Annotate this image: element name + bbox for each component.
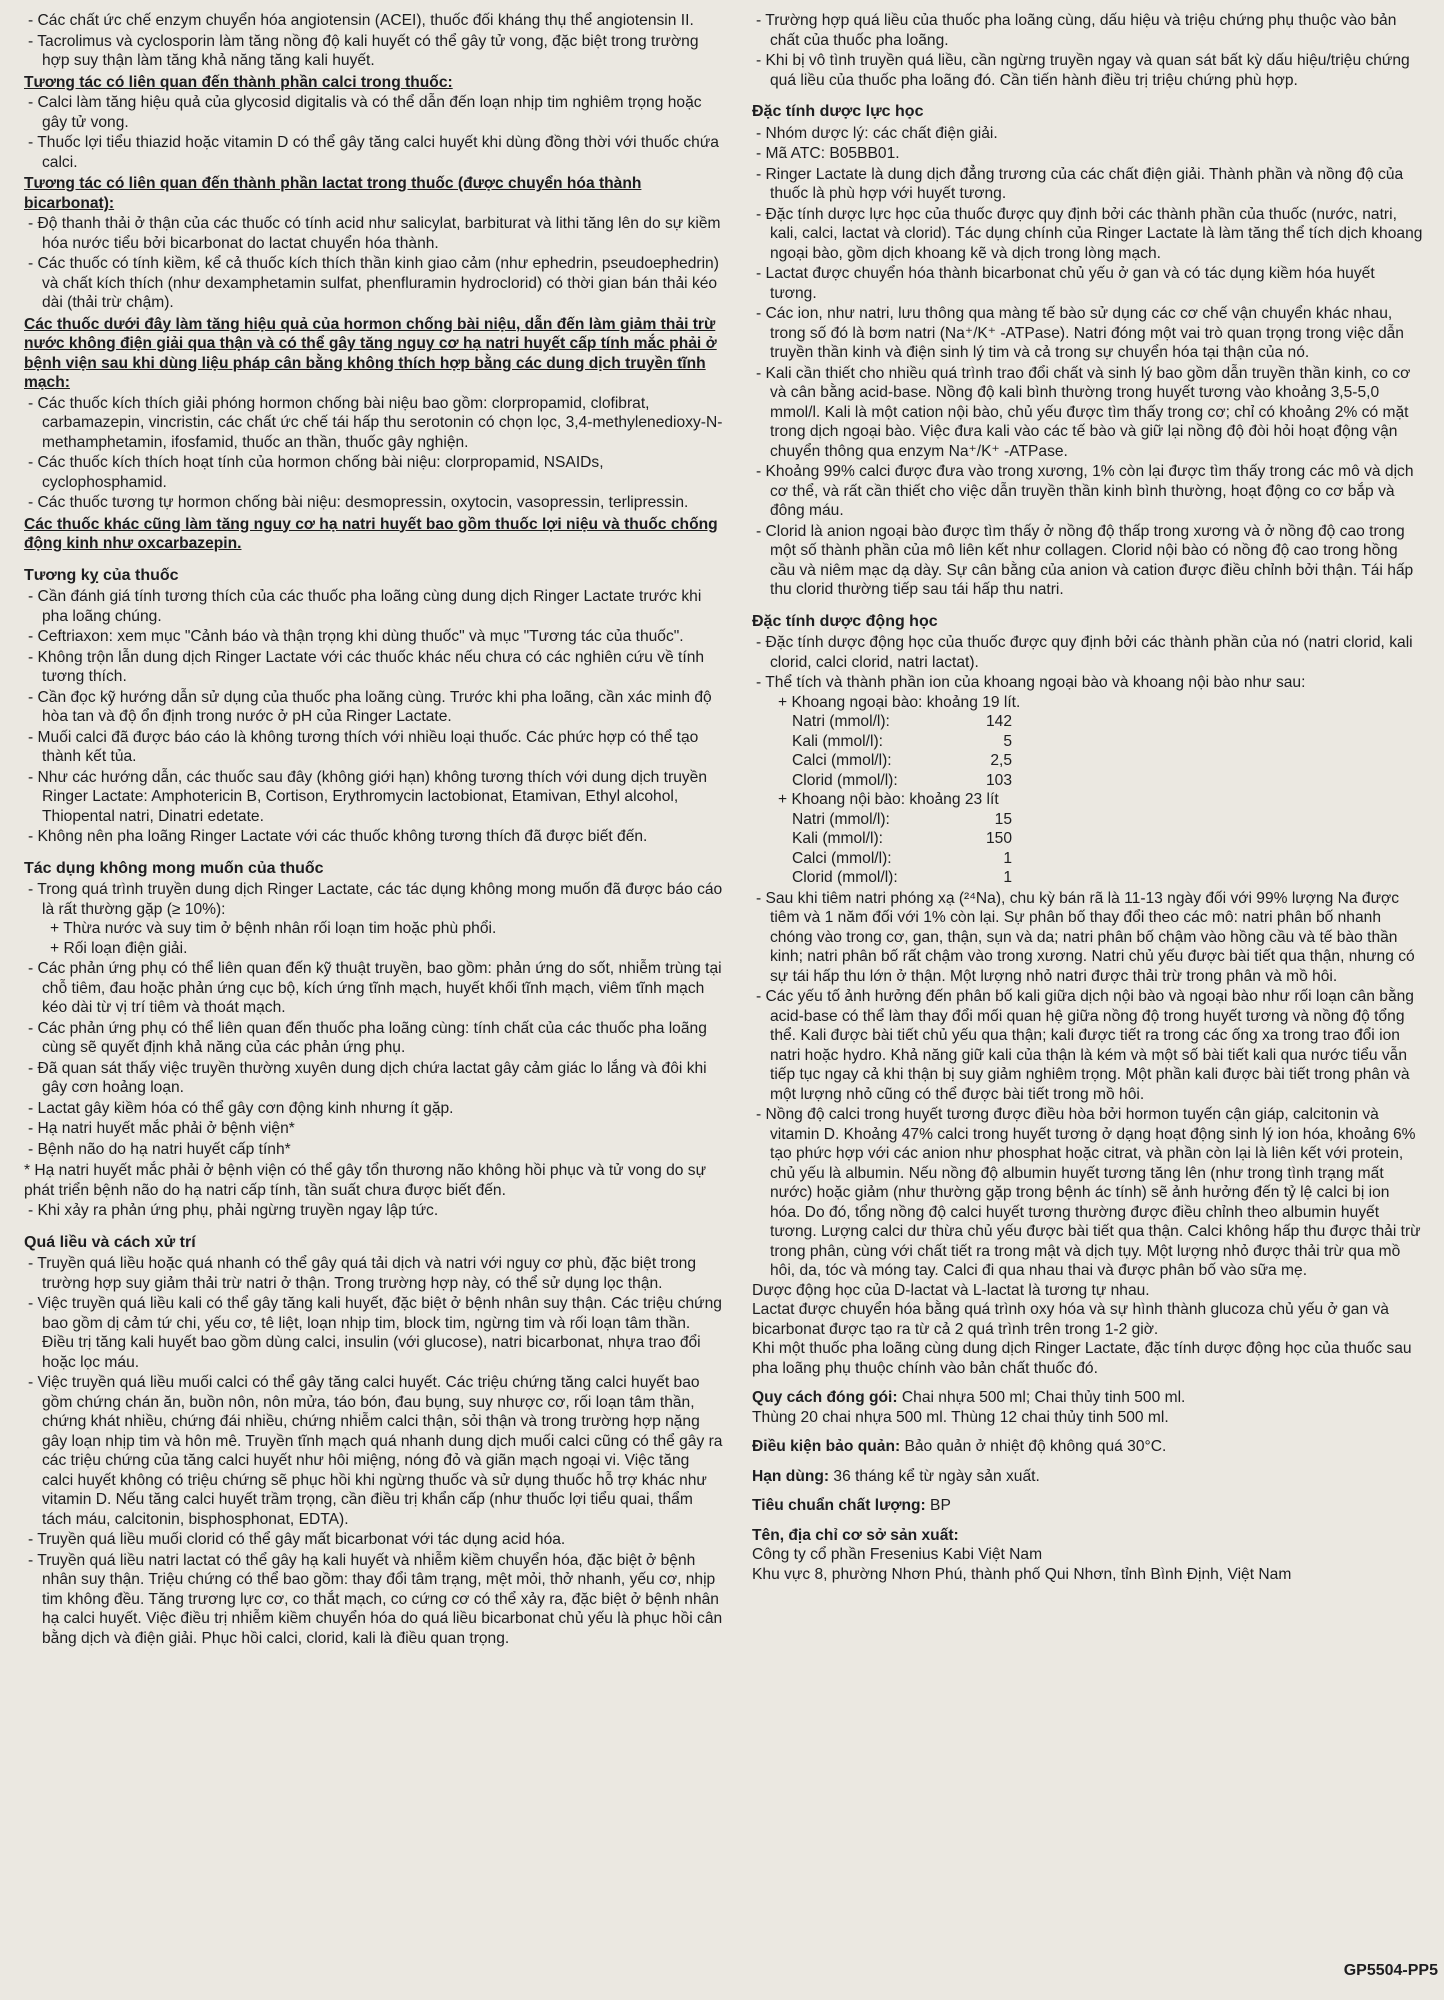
ion-row [752,712,1424,732]
list-item: - Khi bị vô tình truyền quá liều, cần ngừng truyền ngay và quan sát bất kỳ dấu hiệu/triệu chứng quá liều của thuốc pha loãng đó. Cần tiến hành điều trị triệu chứng phù hợp. [752,51,1424,90]
ion-value: 2,5 [990,752,1012,769]
list-item: - Lactat được chuyển hóa thành bicarbonat chủ yếu ở gan và có tác dụng kiềm hóa huyết tương. [752,264,1424,303]
extracellular-table [752,712,1424,790]
list-item: - Đã quan sát thấy việc truyền thường xuyên dung dịch chứa lactat gây cảm giác lo lắng và đôi khi gây cơn hoảng loạn. [24,1059,724,1098]
overdose-title: Quá liều và cách xử trí [24,1233,196,1251]
packaging-label: Quy cách đóng gói: [752,1389,898,1406]
list-item: - Cần đọc kỹ hướng dẫn sử dụng của thuốc pha loãng cùng. Trước khi pha loãng, cần xác minh độ hòa tan và độ ổn định trong nước ở pH của Ringer Lactate. [24,688,724,727]
pd-title: Đặc tính dược lực học [752,103,924,120]
calci-interaction-list [24,93,724,172]
list-item: - Muối calci đã được báo cáo là không tương thích với nhiều loại thuốc. Các phức hợp có thể tạo thành kết tủa. [24,728,724,767]
list-item: - Truyền quá liều natri lactat có thể gây hạ kali huyết và nhiễm kiềm chuyển hóa, đặc biệt ở bệnh nhân suy thận. Triệu chứng có thể bao gồm: thay đổi tâm trạng, mệt mỏi, thở nhanh, yếu cơ, nhịp tim không đều. Tăng trương lực cơ, co thắt mạch, co cứng cơ có thể xảy ra, đặc biệt ở bệnh nhân hạ calci huyết. Việc điều trị nhiễm kiềm chuyển hóa do quá liều bicarbonat chủ yếu là phục hồi cân bằng dịch và điện giải. Phục hồi calci, clorid, kali là điều quan trọng. [24,1551,724,1649]
interaction-intro-list [24,11,724,71]
list-item: + Thừa nước và suy tim ở bệnh nhân rối loạn tim hoặc phù phổi. [50,920,497,937]
list-item: - Các phản ứng phụ có thể liên quan đến thuốc pha loãng cùng: tính chất của các thuốc pha loãng cùng sẽ quyết định khả năng của các phản ứng phụ. [24,1019,724,1058]
extracellular-heading: + Khoang ngoại bào: khoảng 19 lít. [778,693,1021,711]
ion-row [752,868,1424,888]
storage-label: Điều kiện bảo quản: [752,1438,901,1455]
adverse-list [24,959,724,1159]
ion-value: 142 [985,713,1012,730]
list-item: - Tacrolimus và cyclosporin làm tăng nồng độ kali huyết có thể gây tử vong, đặc biệt trong trường hợp suy thận làm tăng khả năng tăng kali huyết. [24,32,724,71]
list-item: - Các thuốc tương tự hormon chống bài niệu: desmopressin, oxytocin, vasopressin, terlipressin. [24,493,724,513]
storage-line [752,1437,1424,1457]
list-item: - Độ thanh thải ở thận của các thuốc có tính acid như salicylat, barbiturat và lithi tăng lên do sự kiềm hóa nước tiểu bởi bicarbonat do lactat chuyển hóa thành. [24,214,724,253]
ion-label: Calci (mmol/l): [792,849,892,867]
ion-label: Natri (mmol/l): [792,713,890,730]
list-item: - Các thuốc kích thích hoạt tính của hormon chống bài niệu: clorpropamid, NSAIDs, cyclophosphamid. [24,453,724,492]
storage-text: Bảo quản ở nhiệt độ không quá 30°C. [900,1438,1167,1455]
list-item: - Các phản ứng phụ có thể liên quan đến kỹ thuật truyền, bao gồm: phản ứng do sốt, nhiễm trùng tại chỗ tiêm, đau hoặc phản ứng cục bộ, kích ứng tĩnh mạch, huyết khối tĩnh mạch, viêm tĩnh mạch kéo dài từ vị trí tiêm và thoát mạch. [24,959,724,1018]
quality-text: BP [925,1497,951,1514]
list-item: - Sau khi tiêm natri phóng xạ (²⁴Na), chu kỳ bán rã là 11-13 ngày đối với 99% lượng Na được tiêm và 1 năm đối với 1% còn lại. Sự phân bố thay đổi theo các mô: natri phân bố nhanh chóng vào trong cơ, gan, thận, sụn và da; natri phân bố chậm vào hồng cầu và tế bào thần kinh; natri phân bố rất chậm vào trong xương. Natri chủ yếu được bài tiết qua thận, nhưng có sự tái hấp thu lớn ở thận. Một lượng nhỏ natri được thải trừ trong phân và mồ hôi. [752,889,1424,987]
list-item: - Calci làm tăng hiệu quả của glycosid digitalis và có thể dẫn đến loạn nhịp tim nghiêm trọng hoặc gây tử vong. [24,93,724,132]
list-item: - Truyền quá liều muối clorid có thể gây mất bicarbonat với tác dụng acid hóa. [24,1530,724,1550]
list-item: - Việc truyền quá liều kali có thể gây tăng kali huyết, đặc biệt ở bệnh nhân suy thận. Các triệu chứng bao gồm dị cảm tứ chi, yếu cơ, tê liệt, loạn nhịp tim, block tim, ngừng tim và rối loạn tâm thần. Điều trị tăng kali huyết bao gồm dùng calci, insulin (với glucose), natri bicarbonat, nhựa trao đổi hoặc lọc máu. [24,1294,724,1372]
list-item: - Không nên pha loãng Ringer Lactate với các thuốc không tương thích đã được biết đến. [24,827,724,847]
adverse-footnote: * Hạ natri huyết mắc phải ở bệnh viện có thể gây tổn thương não không hồi phục và tử vong do sự phát triển bệnh não do hạ natri cấp tính, tần suất chưa được biết đến. [24,1162,707,1199]
packaging-text: Chai nhựa 500 ml; Chai thủy tinh 500 ml. [897,1389,1186,1406]
document-code: GP5504-PP5 [1343,1962,1438,1979]
list-item: - Kali cần thiết cho nhiều quá trình trao đổi chất và sinh lý bao gồm dẫn truyền thần kinh, co cơ và cân bằng acid-base. Nồng độ kali bình thường trong huyết tương vào khoảng 3,5-5,0 mmol/l. Kali là một cation nội bào, chủ yếu được tìm thấy trong cơ; chỉ có khoảng 2% có mặt trong dịch ngoại bào. Việc đưa kali vào các tế bào và giữ lại nồng độ đòi hỏi hoạt động vận chuyển thông qua enzym Na⁺/K⁺ -ATPase. [752,364,1424,462]
list-item: - Các ion, như natri, lưu thông qua màng tế bào sử dụng các cơ chế vận chuyển khác nhau, trong số đó là bơm natri (Na⁺/K⁺ -ATPase). Natri đóng một vai trò quan trọng trong việc dẫn truyền thần kinh và điện sinh lý tim và cả trong sự chuyển hóa tại thận của nó. [752,304,1424,363]
intracellular-heading: + Khoang nội bào: khoảng 23 lít [778,791,999,808]
adverse-sub-list [24,919,724,958]
list-item: - Thuốc lợi tiểu thiazid hoặc vitamin D có thể gây tăng calci huyết khi dùng đồng thời với thuốc chứa calci. [24,133,724,172]
list-item: - Trường hợp quá liều của thuốc pha loãng cùng, dấu hiệu và triệu chứng phụ thuộc vào bản chất của thuốc pha loãng. [752,11,1424,50]
other-interaction-heading: Các thuốc khác cũng làm tăng nguy cơ hạ natri huyết bao gồm thuốc lợi niệu và thuốc chống động kinh như oxcarbazepin. [24,515,718,552]
list-item: - Truyền quá liều hoặc quá nhanh có thể gây quá tải dịch và natri với nguy cơ phù, đặc biệt trong trường hợp suy giảm thải trừ natri ở thận. Trong trường hợp này, có thể sử dụng lọc thận. [24,1254,724,1293]
manufacturer-address: Khu vực 8, phường Nhơn Phú, thành phố Qui Nhơn, tỉnh Bình Định, Việt Nam [752,1565,1292,1583]
list-item: - Việc truyền quá liều muối calci có thể gây tăng calci huyết. Các triệu chứng tăng calci huyết bao gồm chứng chán ăn, buồn nôn, nôn mửa, táo bón, đau bụng, suy nhược cơ, rối loạn tâm thần, chứng khát nhiều, chứng đái nhiều, chứng nhiễm calci thận, sỏi thận và trong trường hợp nặng gây loạn nhịp tim và hôn mê. Truyền tĩnh mạch quá nhanh dung dịch muối calci cũng có thể gây ra các triệu chứng của tăng calci huyết như hôi miệng, nóng đỏ và giãn mạch ngoại vi. Việc tăng calci huyết không có triệu chứng sẽ phục hồi khi ngừng thuốc và sử dụng thuốc hỗ trợ khác như vitamin D. Nếu tăng calci huyết trầm trọng, cần điều trị khẩn cấp (như thuốc lợi tiểu quai, thẩm tách máu, calcitonin, bisphosphonat, EDTA). [24,1373,724,1529]
ion-label: Calci (mmol/l): [792,752,892,769]
list-item: - Ringer Lactate là dung dịch đẳng trương của các chất điện giải. Thành phần và nồng độ của thuốc là phù hợp với huyết tương. [752,165,1424,204]
left-column [24,10,724,1648]
compat-list [24,587,724,847]
list-item: - Cần đánh giá tính tương thích của các thuốc pha loãng cùng dung dịch Ringer Lactate trước khi pha loãng chúng. [24,587,724,626]
expiry-text: 36 tháng kể từ ngày sản xuất. [829,1467,1040,1485]
ion-row [752,849,1424,869]
lactat-interaction-heading: Tương tác có liên quan đến thành phần lactat trong thuốc (được chuyển hóa thành bicarbonat): [24,175,642,212]
ion-label: Kali (mmol/l): [792,830,883,847]
list-item: Khi một thuốc pha loãng cùng dung dịch Ringer Lactate, đặc tính dược động học của thuốc sau pha loãng phụ thuộc chính vào bản chất thuốc đó. [752,1340,1412,1377]
manufacturer-label: Tên, địa chỉ cơ sở sản xuất: [752,1526,959,1544]
packaging-line [752,1388,1424,1408]
ion-label: Natri (mmol/l): [792,810,890,828]
ion-value: 15 [994,810,1012,828]
pd-list [752,124,1424,600]
ion-row [752,810,1424,830]
quality-line [752,1496,1424,1516]
list-item: + Rối loạn điện giải. [50,939,188,957]
pk-list [752,889,1424,1281]
right-column [752,10,1424,1584]
list-item: - Các thuốc có tính kiềm, kể cả thuốc kích thích thần kinh giao cảm (như ephedrin, pseudoephedrin) và chất kích thích (như dexamphetamin sulfat, phenfluramin hydroclorid) có thời gian bán thải kéo dài (thải trừ chậm). [24,254,724,313]
ion-label: Clorid (mmol/l): [792,869,898,886]
list-item: Dược động học của D-lactat và L-lactat là tương tự nhau. [752,1281,1150,1299]
ion-value: 5 [1003,732,1012,750]
adh-interaction-heading: Các thuốc dưới đây làm tăng hiệu quả của hormon chống bài niệu, dẫn đến làm giảm thải trừ nước không điện giải qua thận và có thể gây tăng nguy cơ hạ natri huyết cấp tính mắc phải ở bệnh viện sau khi dùng liệu pháp cân bằng không thích hợp bằng các dung dịch truyền tĩnh mạch: [24,315,717,391]
pk-item-1: - Đặc tính dược động học của thuốc được quy định bởi các thành phần của nó (natri clorid, kali clorid, calci clorid, natri lactat). [752,633,1424,672]
adverse-title: Tác dụng không mong muốn của thuốc [24,859,324,877]
list-item: - Nồng độ calci trong huyết tương được điều hòa bởi hormon tuyến cận giáp, calcitonin và vitamin D. Khoảng 47% calci trong huyết tương ở dạng hoạt động sinh lý ion hóa, khoảng 6% tạo phức hợp với các anion như phosphat hoặc citrat, và phần còn lại là liên kết với protein, chủ yếu là albumin. Nếu nồng độ albumin huyết tương tăng lên (như trong tình trạng mất nước) hoặc giảm (như thường gặp trong bệnh ác tính) sẽ ảnh hưởng đến tỷ lệ calci bị ion hóa. Do đó, tổng nồng độ calci huyết tương thường được điều chỉnh theo albumin huyết tương. Lượng calci dư thừa chủ yếu được bài tiết qua thận. Calci không hấp thu được thải trừ trong phân, cùng với chất tiết ra trong mật và dịch tụy. Một lượng nhỏ được thải trừ qua mồ hôi, da, tóc và móng tay. Calci đi qua nhau thai và được phân bố vào sữa mẹ. [752,1105,1424,1281]
list-item: - Bệnh não do hạ natri huyết cấp tính* [24,1140,724,1160]
list-item: - Mã ATC: B05BB01. [752,144,1424,164]
ion-row [752,732,1424,752]
pk-item-2: - Thể tích và thành phần ion của khoang ngoại bào và khoang nội bào như sau: [752,673,1424,693]
calci-interaction-heading: Tương tác có liên quan đến thành phần calci trong thuốc: [24,73,453,91]
packaging-line-2: Thùng 20 chai nhựa 500 ml. Thùng 12 chai thủy tinh 500 ml. [752,1408,1169,1426]
ion-value: 1 [1003,849,1012,867]
list-item: - Không trộn lẫn dung dịch Ringer Lactate với các thuốc khác nếu chưa có các nghiên cứu về tính tương thích. [24,648,724,687]
list-item: - Nhóm dược lý: các chất điện giải. [752,124,1424,144]
ion-row [752,771,1424,791]
list-item: Lactat được chuyển hóa bằng quá trình oxy hóa và sự hình thành glucoza chủ yếu ở gan và bicarbonat được tạo ra từ cả 2 quá trình trên trong 1-2 giờ. [752,1301,1389,1338]
list-item: - Lactat gây kiềm hóa có thể gây cơn động kinh nhưng ít gặp. [24,1099,724,1119]
list-item: - Các thuốc kích thích giải phóng hormon chống bài niệu bao gồm: clorpropamid, clofibrat, carbamazepin, vincristin, các chất ức chế tái hấp thu serotonin có chọn lọc, 3,4-methylenedioxy-N-methamphetamin, ifosfamid, thuốc an thần, thuốc gây nghiện. [24,394,724,453]
quality-label: Tiêu chuẩn chất lượng: [752,1497,926,1514]
lactat-interaction-list [24,214,724,313]
ion-value: 1 [1003,869,1012,886]
pk-paragraphs [752,1281,1424,1379]
list-item: - Hạ natri huyết mắc phải ở bệnh viện* [24,1119,724,1139]
expiry-line [752,1467,1424,1487]
overdose-list [24,1254,724,1648]
intracellular-table [752,810,1424,888]
adh-interaction-list [24,394,724,513]
pk-title: Đặc tính dược động học [752,612,938,630]
overdose-cont-list [752,11,1424,90]
ion-value: 103 [985,771,1012,789]
adverse-item-intro: - Trong quá trình truyền dung dịch Ringer Lactate, các tác dụng không mong muốn đã được báo cáo là rất thường gặp (≥ 10%): [24,880,724,919]
ion-row [752,829,1424,849]
adverse-last-item: - Khi xảy ra phản ứng phụ, phải ngừng truyền ngay lập tức. [24,1201,724,1221]
list-item: - Clorid là anion ngoại bào được tìm thấy ở nồng độ thấp trong xương và ở nồng độ cao trong một số thành phần của mô liên kết như collagen. Clorid nội bào có nồng độ cao trong hồng cầu và niêm mạc dạ dày. Sự cân bằng của anion và cation được điều chỉnh bởi thận. Tái hấp thu clorid thường tiếp sau tái hấp thu natri. [752,522,1424,600]
ion-label: Clorid (mmol/l): [792,771,898,789]
manufacturer-name: Công ty cổ phần Fresenius Kabi Việt Nam [752,1546,1043,1563]
ion-label: Kali (mmol/l): [792,732,883,750]
expiry-label: Hạn dùng: [752,1467,830,1485]
ion-row [752,751,1424,771]
list-item: - Như các hướng dẫn, các thuốc sau đây (không giới hạn) không tương thích với dung dịch truyền Ringer Lactate: Amphotericin B, Cortison, Erythromycin lactobionat, Etamivan, Ethyl alcohol, Thiopental natri, Dinatri edetate. [24,768,724,827]
list-item: - Ceftriaxon: xem mục "Cảnh báo và thận trọng khi dùng thuốc" và mục "Tương tác của thuốc". [24,627,724,647]
list-item: - Đặc tính dược lực học của thuốc được quy định bởi các thành phần của thuốc (nước, natri, kali, calci, lactat và clorid). Tác dụng chính của Ringer Lactate là làm tăng thể tích dịch khoang ngoại bào, gồm dịch khoang kẽ và dịch trong lòng mạch. [752,205,1424,264]
compat-title: Tương kỵ của thuốc [24,566,179,584]
list-item: - Các yếu tố ảnh hưởng đến phân bố kali giữa dịch nội bào và ngoại bào như rối loạn cân bằng acid-base có thể làm thay đổi mối quan hệ giữa nồng độ trong huyết tương và nồng độ tổng thể. Kali được bài tiết chủ yếu qua thận; kali được tiết ra trong các ống xa trong trao đổi ion natri hoặc hydro. Khả năng giữ kali của thận là kém và một số bài tiết kali qua nước tiểu vẫn tiếp tục ngay cả khi thận bị suy giảm nghiêm trọng. Một phần kali được bài tiết trong phân và một lượng nhỏ cũng có thể được bài tiết trong mồ hôi. [752,987,1424,1104]
list-item: - Khoảng 99% calci được đưa vào trong xương, 1% còn lại được tìm thấy trong các mô và dịch cơ thể, và rất cần thiết cho việc dẫn truyền thần kinh bình thường, hoạt động co cơ bắp và đông máu. [752,462,1424,521]
list-item: - Các chất ức chế enzym chuyển hóa angiotensin (ACEI), thuốc đối kháng thụ thể angiotensin II. [24,11,724,31]
ion-value: 150 [985,830,1012,847]
